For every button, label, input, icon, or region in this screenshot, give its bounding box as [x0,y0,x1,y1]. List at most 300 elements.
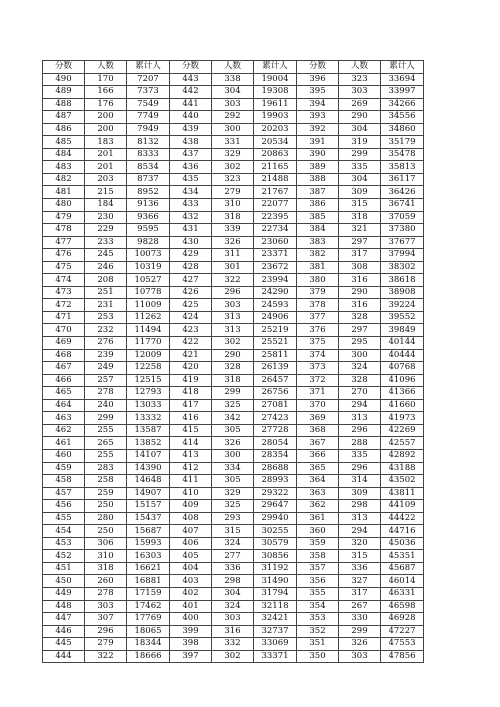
cell-cumulative: 40144 [381,337,424,350]
cell-count: 276 [85,337,127,350]
cell-count: 310 [212,199,254,212]
cell-count: 324 [212,600,254,613]
cell-cumulative: 10319 [127,261,170,274]
cell-score: 397 [170,650,212,663]
cell-count: 324 [339,362,381,375]
cell-count: 290 [212,349,254,362]
cell-cumulative: 28354 [254,449,297,462]
cell-cumulative: 34266 [381,98,424,111]
cell-cumulative: 11009 [127,299,170,312]
table-row [43,173,424,186]
cell-count: 200 [85,123,127,136]
cell-cumulative: 32118 [254,600,297,613]
cell-cumulative: 22734 [254,224,297,237]
cell-score: 490 [43,73,85,86]
cell-score: 446 [43,625,85,638]
cell-cumulative: 44109 [381,500,424,513]
cell-score: 478 [43,224,85,237]
cell-score: 447 [43,613,85,626]
header-cumulative: 累计人 [254,61,297,74]
cell-cumulative: 43502 [381,475,424,488]
cell-score: 420 [170,362,212,375]
cell-cumulative: 7749 [127,111,170,124]
cell-count: 278 [85,587,127,600]
cell-cumulative: 31794 [254,587,297,600]
table-row [43,374,424,387]
cell-cumulative: 36117 [381,173,424,186]
cell-cumulative: 20534 [254,136,297,149]
cell-score: 391 [297,136,339,149]
cell-cumulative: 19004 [254,73,297,86]
cell-score: 374 [297,349,339,362]
cell-cumulative: 12515 [127,374,170,387]
header-score: 分数 [43,61,85,74]
cell-count: 318 [212,374,254,387]
cell-count: 294 [339,399,381,412]
cell-count: 299 [339,625,381,638]
cell-cumulative: 25811 [254,349,297,362]
cell-count: 296 [85,625,127,638]
cell-count: 296 [339,424,381,437]
cell-score: 353 [297,613,339,626]
cell-cumulative: 32737 [254,625,297,638]
cell-cumulative: 45687 [381,562,424,575]
cell-score: 459 [43,462,85,475]
cell-cumulative: 9366 [127,211,170,224]
cell-count: 317 [339,587,381,600]
cell-cumulative: 36426 [381,186,424,199]
cell-cumulative: 41973 [381,412,424,425]
cell-cumulative: 38908 [381,286,424,299]
cell-score: 383 [297,236,339,249]
cell-score: 416 [170,412,212,425]
cell-cumulative: 15157 [127,500,170,513]
table-row [43,98,424,111]
cell-cumulative: 35179 [381,136,424,149]
table-row [43,399,424,412]
cell-score: 398 [170,638,212,651]
cell-cumulative: 44716 [381,525,424,538]
cell-count: 250 [85,500,127,513]
cell-score: 474 [43,274,85,287]
cell-cumulative: 29940 [254,512,297,525]
cell-count: 313 [212,324,254,337]
cell-count: 288 [339,437,381,450]
cell-cumulative: 46331 [381,587,424,600]
table-row [43,475,424,488]
table-row [43,387,424,400]
cell-cumulative: 14390 [127,462,170,475]
header-row [43,61,424,74]
cell-count: 306 [85,537,127,550]
cell-cumulative: 28993 [254,475,297,488]
cell-score: 372 [297,374,339,387]
cell-count: 332 [212,638,254,651]
cell-score: 402 [170,587,212,600]
cell-count: 279 [85,638,127,651]
cell-cumulative: 39849 [381,324,424,337]
cell-count: 336 [212,562,254,575]
cell-count: 316 [339,299,381,312]
cell-cumulative: 18344 [127,638,170,651]
cell-score: 454 [43,525,85,538]
table-row [43,311,424,324]
cell-score: 487 [43,111,85,124]
table-row [43,550,424,563]
cell-score: 388 [297,173,339,186]
cell-count: 255 [85,449,127,462]
cell-count: 326 [212,437,254,450]
cell-cumulative: 8737 [127,173,170,186]
cell-cumulative: 27081 [254,399,297,412]
cell-count: 320 [339,537,381,550]
cell-score: 421 [170,349,212,362]
cell-score: 441 [170,98,212,111]
cell-count: 290 [339,286,381,299]
cell-score: 414 [170,437,212,450]
cell-cumulative: 37059 [381,211,424,224]
table-row [43,462,424,475]
cell-count: 329 [212,487,254,500]
cell-count: 201 [85,148,127,161]
cell-count: 203 [85,173,127,186]
cell-cumulative: 24290 [254,286,297,299]
cell-score: 435 [170,173,212,186]
cell-count: 215 [85,186,127,199]
cell-cumulative: 29647 [254,500,297,513]
cell-cumulative: 47227 [381,625,424,638]
cell-count: 229 [85,224,127,237]
cell-count: 305 [212,475,254,488]
cell-cumulative: 25219 [254,324,297,337]
table-row [43,299,424,312]
table-row [43,123,424,136]
cell-count: 309 [339,487,381,500]
table-row [43,136,424,149]
cell-score: 443 [170,73,212,86]
cell-score: 389 [297,161,339,174]
cell-score: 445 [43,638,85,651]
cell-score: 489 [43,86,85,99]
cell-count: 239 [85,349,127,362]
cell-score: 460 [43,449,85,462]
header-count: 人数 [339,61,381,74]
table-row [43,575,424,588]
cell-cumulative: 7549 [127,98,170,111]
cell-count: 232 [85,324,127,337]
table-row [43,424,424,437]
cell-cumulative: 9136 [127,199,170,212]
cell-count: 328 [339,374,381,387]
cell-cumulative: 15993 [127,537,170,550]
cell-score: 428 [170,261,212,274]
cell-count: 328 [339,311,381,324]
cell-count: 299 [85,412,127,425]
cell-score: 413 [170,449,212,462]
cell-cumulative: 37380 [381,224,424,237]
cell-count: 309 [339,186,381,199]
cell-count: 170 [85,73,127,86]
cell-score: 425 [170,299,212,312]
cell-count: 176 [85,98,127,111]
cell-score: 451 [43,562,85,575]
cell-score: 406 [170,537,212,550]
cell-score: 359 [297,537,339,550]
cell-score: 422 [170,337,212,350]
table-row [43,286,424,299]
table-row [43,600,424,613]
cell-score: 404 [170,562,212,575]
cell-cumulative: 23672 [254,261,297,274]
cell-cumulative: 23371 [254,249,297,262]
cell-score: 364 [297,475,339,488]
cell-count: 322 [212,274,254,287]
table-row [43,638,424,651]
cell-score: 423 [170,324,212,337]
cell-score: 400 [170,613,212,626]
cell-count: 300 [212,449,254,462]
cell-count: 321 [339,224,381,237]
cell-cumulative: 40444 [381,349,424,362]
header-score: 分数 [170,61,212,74]
cell-score: 437 [170,148,212,161]
cell-score: 411 [170,475,212,488]
cell-score: 479 [43,211,85,224]
cell-cumulative: 13332 [127,412,170,425]
cell-cumulative: 30255 [254,525,297,538]
cell-cumulative: 7949 [127,123,170,136]
cell-cumulative: 14907 [127,487,170,500]
cell-cumulative: 34556 [381,111,424,124]
cell-count: 323 [212,173,254,186]
cell-count: 326 [212,236,254,249]
cell-cumulative: 9828 [127,236,170,249]
cell-score: 481 [43,186,85,199]
cell-count: 327 [339,575,381,588]
table-row [43,249,424,262]
cell-score: 453 [43,537,85,550]
table-row [43,449,424,462]
cell-cumulative: 38618 [381,274,424,287]
cell-cumulative: 44422 [381,512,424,525]
cell-score: 431 [170,224,212,237]
cell-score: 393 [297,111,339,124]
cell-score: 382 [297,249,339,262]
cell-count: 295 [339,337,381,350]
cell-cumulative: 33997 [381,86,424,99]
cell-score: 449 [43,587,85,600]
cell-count: 230 [85,211,127,224]
cell-count: 208 [85,274,127,287]
cell-count: 336 [339,562,381,575]
cell-cumulative: 16881 [127,575,170,588]
cell-count: 267 [339,600,381,613]
cell-count: 240 [85,399,127,412]
header-count: 人数 [85,61,127,74]
cell-score: 473 [43,286,85,299]
cell-score: 477 [43,236,85,249]
cell-count: 280 [85,512,127,525]
cell-cumulative: 8952 [127,186,170,199]
cell-cumulative: 15437 [127,512,170,525]
cell-score: 370 [297,399,339,412]
cell-score: 458 [43,475,85,488]
cell-cumulative: 22395 [254,211,297,224]
cell-cumulative: 14107 [127,449,170,462]
cell-score: 408 [170,512,212,525]
cell-count: 246 [85,261,127,274]
cell-count: 316 [212,625,254,638]
cell-score: 378 [297,299,339,312]
cell-score: 356 [297,575,339,588]
cell-cumulative: 26139 [254,362,297,375]
cell-score: 418 [170,387,212,400]
cell-cumulative: 8132 [127,136,170,149]
cell-score: 376 [297,324,339,337]
cell-score: 483 [43,161,85,174]
cell-score: 357 [297,562,339,575]
cell-count: 329 [212,148,254,161]
cell-score: 426 [170,286,212,299]
cell-count: 296 [339,462,381,475]
cell-score: 466 [43,374,85,387]
cell-cumulative: 10778 [127,286,170,299]
cell-score: 480 [43,199,85,212]
cell-count: 311 [212,249,254,262]
cell-count: 258 [85,475,127,488]
table-row [43,500,424,513]
table-row [43,224,424,237]
cell-score: 375 [297,337,339,350]
cell-score: 380 [297,274,339,287]
table-row [43,211,424,224]
cell-cumulative: 14648 [127,475,170,488]
cell-count: 334 [212,462,254,475]
cell-count: 325 [212,399,254,412]
cell-score: 442 [170,86,212,99]
cell-cumulative: 19903 [254,111,297,124]
cell-count: 299 [212,387,254,400]
cell-count: 313 [339,412,381,425]
cell-count: 304 [212,86,254,99]
table-row [43,261,424,274]
cell-count: 319 [339,136,381,149]
cell-cumulative: 21767 [254,186,297,199]
table-row [43,349,424,362]
cell-score: 471 [43,311,85,324]
cell-score: 468 [43,349,85,362]
table-row [43,73,424,86]
table-row [43,437,424,450]
cell-count: 249 [85,362,127,375]
table-row [43,324,424,337]
cell-count: 298 [339,500,381,513]
cell-cumulative: 23994 [254,274,297,287]
cell-score: 407 [170,525,212,538]
cell-cumulative: 12009 [127,349,170,362]
cell-cumulative: 22077 [254,199,297,212]
cell-count: 184 [85,199,127,212]
cell-score: 392 [297,123,339,136]
cell-cumulative: 13587 [127,424,170,437]
cell-score: 396 [297,73,339,86]
cell-count: 303 [212,299,254,312]
cell-cumulative: 47856 [381,650,424,663]
cell-cumulative: 46598 [381,600,424,613]
cell-count: 304 [212,587,254,600]
cell-score: 438 [170,136,212,149]
cell-score: 475 [43,261,85,274]
cell-count: 328 [212,362,254,375]
cell-score: 350 [297,650,339,663]
cell-cumulative: 9595 [127,224,170,237]
cell-score: 384 [297,224,339,237]
cell-cumulative: 41660 [381,399,424,412]
cell-count: 317 [339,249,381,262]
cell-cumulative: 16303 [127,550,170,563]
cell-cumulative: 20863 [254,148,297,161]
table-row [43,525,424,538]
cell-count: 269 [339,98,381,111]
cell-score: 377 [297,311,339,324]
cell-cumulative: 43188 [381,462,424,475]
cell-count: 297 [339,324,381,337]
cell-score: 467 [43,362,85,375]
cell-score: 373 [297,362,339,375]
cell-cumulative: 40768 [381,362,424,375]
header-score: 分数 [297,61,339,74]
cell-count: 279 [212,186,254,199]
cell-cumulative: 26457 [254,374,297,387]
cell-cumulative: 24593 [254,299,297,312]
cell-cumulative: 28688 [254,462,297,475]
cell-cumulative: 10073 [127,249,170,262]
cell-score: 395 [297,86,339,99]
cell-score: 427 [170,274,212,287]
cell-cumulative: 39224 [381,299,424,312]
cell-score: 463 [43,412,85,425]
cell-count: 313 [212,311,254,324]
cell-score: 470 [43,324,85,337]
cell-score: 386 [297,199,339,212]
cell-count: 303 [212,98,254,111]
table-row [43,412,424,425]
cell-cumulative: 27728 [254,424,297,437]
header-cumulative: 累计人 [381,61,424,74]
cell-cumulative: 46014 [381,575,424,588]
cell-count: 339 [212,224,254,237]
cell-count: 303 [85,600,127,613]
cell-count: 303 [212,613,254,626]
cell-cumulative: 31490 [254,575,297,588]
table-row [43,337,424,350]
table-row [43,613,424,626]
header-count: 人数 [212,61,254,74]
cell-cumulative: 17159 [127,587,170,600]
score-distribution-table [42,60,424,663]
cell-score: 486 [43,123,85,136]
cell-count: 300 [339,349,381,362]
cell-cumulative: 28054 [254,437,297,450]
cell-score: 412 [170,462,212,475]
cell-count: 315 [339,550,381,563]
cell-cumulative: 7373 [127,86,170,99]
cell-score: 464 [43,399,85,412]
cell-score: 369 [297,412,339,425]
cell-cumulative: 34860 [381,123,424,136]
cell-cumulative: 8534 [127,161,170,174]
cell-cumulative: 33371 [254,650,297,663]
